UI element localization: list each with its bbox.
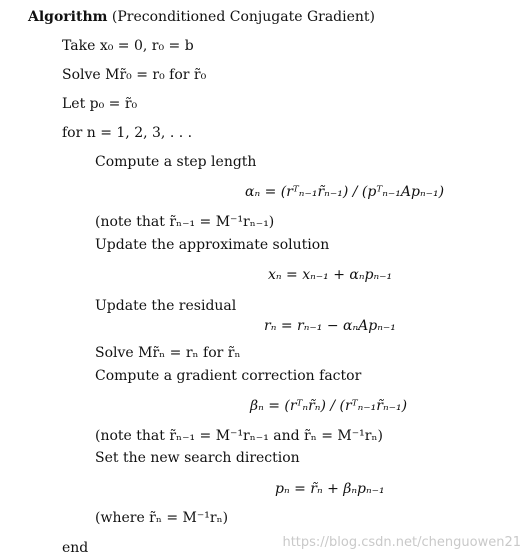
r-update-equation: rₙ = rₙ₋₁ − αₙApₙ₋₁ bbox=[264, 318, 396, 334]
watermark: https://blog.csdn.net/chenguowen21 bbox=[282, 535, 521, 550]
algorithm-title-bold: Algorithm bbox=[28, 9, 108, 25]
note-residual-1: (note that r̃ₙ₋₁ = M⁻¹rₙ₋₁) bbox=[95, 214, 275, 230]
note-residual-3: (where r̃ₙ = M⁻¹rₙ) bbox=[95, 510, 229, 526]
gradient-correction-label: Compute a gradient correction factor bbox=[95, 368, 362, 384]
new-direction-label: Set the new search direction bbox=[95, 450, 300, 466]
step-let: Let p₀ = r̃₀ bbox=[62, 96, 138, 112]
step-for-loop: for n = 1, 2, 3, . . . bbox=[62, 125, 193, 141]
step-solve-initial: Solve Mr̃₀ = r₀ for r̃₀ bbox=[62, 67, 207, 83]
step-solve-n: Solve Mr̃ₙ = rₙ for r̃ₙ bbox=[95, 345, 241, 361]
x-update-equation: xₙ = xₙ₋₁ + αₙpₙ₋₁ bbox=[268, 267, 393, 283]
update-residual-label: Update the residual bbox=[95, 298, 237, 314]
note-residual-2: (note that r̃ₙ₋₁ = M⁻¹rₙ₋₁ and r̃ₙ = M⁻¹rₙ) bbox=[95, 428, 383, 444]
update-solution-label: Update the approximate solution bbox=[95, 237, 330, 253]
step-end: end bbox=[62, 540, 89, 556]
beta-equation: βₙ = (rᵀₙr̃ₙ) / (rᵀₙ₋₁r̃ₙ₋₁) bbox=[250, 398, 408, 414]
alpha-equation: αₙ = (rᵀₙ₋₁r̃ₙ₋₁) / (pᵀₙ₋₁Apₙ₋₁) bbox=[245, 184, 445, 200]
step-length-label: Compute a step length bbox=[95, 154, 257, 170]
step-take: Take x₀ = 0, r₀ = b bbox=[62, 38, 194, 54]
algorithm-title-rest: (Preconditioned Conjugate Gradient) bbox=[111, 9, 375, 25]
algorithm-title bbox=[28, 8, 375, 26]
p-update-equation: pₙ = r̃ₙ + βₙpₙ₋₁ bbox=[275, 481, 385, 497]
